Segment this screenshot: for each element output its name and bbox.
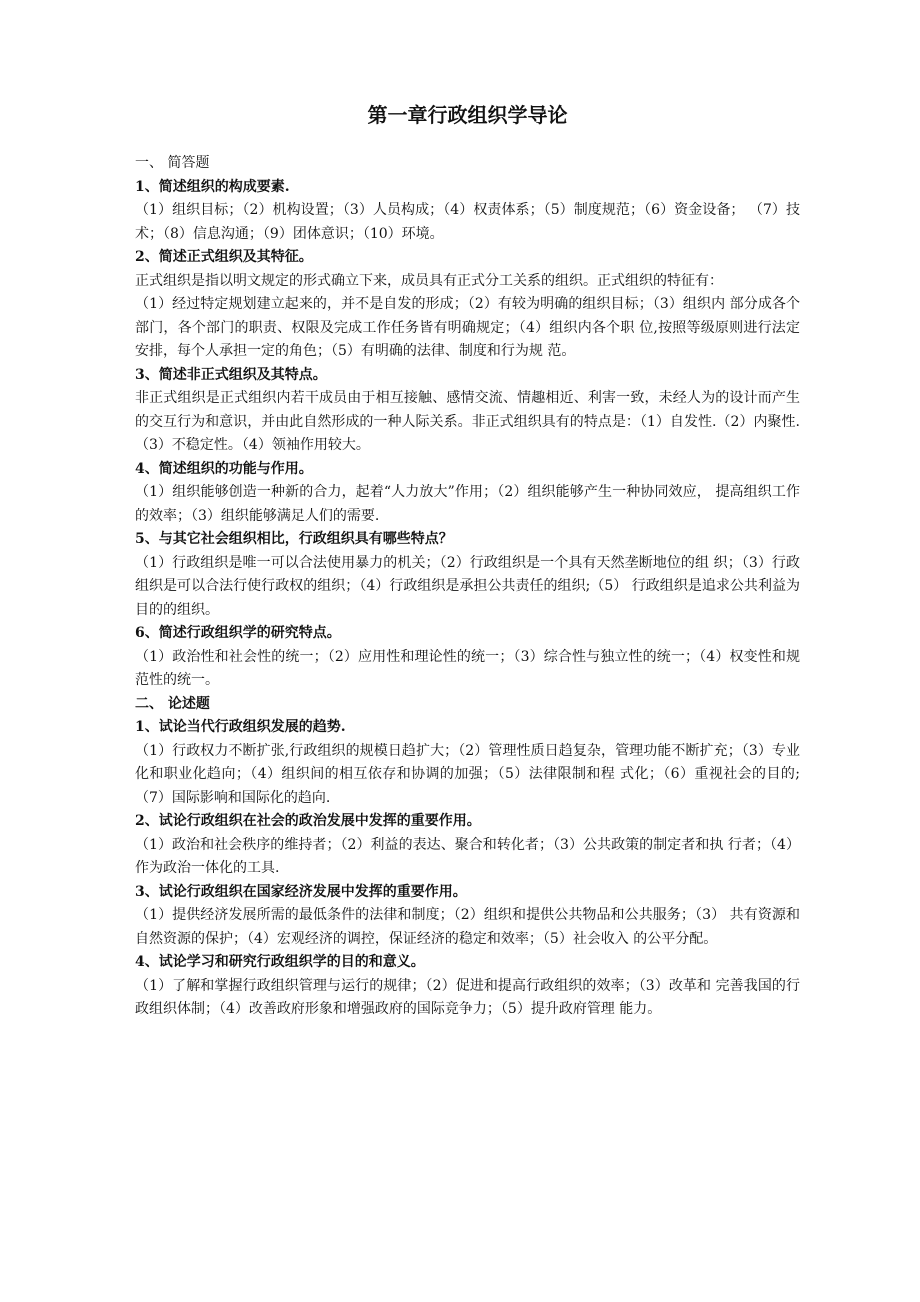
document-page — [135, 100, 800, 1022]
answer-paragraph: （1）组织目标；（2）机构设置；（3）人员构成；（4）权责体系；（5）制度规范；（6）资金设备； （7）技术；（8）信息沟通；（9）团体意识；（10）环境。 — [135, 202, 800, 242]
page-title: 第一章行政组织学导论 — [367, 103, 568, 127]
answer-paragraph: 非正式组织是正式组织内若干成员由于相互接触、感情交流、情趣相近、利害一致，未经人为的设计而产生的交互行为和意识，并由此自然形成的一种人际关系。非正式组织具有的特点是：（1）自发性.（2）内聚性.（3）不稳定性。（4）领袖作用较大。 — [135, 390, 800, 453]
section-heading-essay: 二、 论述题 — [135, 695, 210, 712]
answer-paragraph: （1）政治和社会秩序的维持者；（2）利益的表达、聚合和转化者；（3）公共政策的制定者和执 行者；（4）作为政治一体化的工具. — [135, 836, 800, 876]
question-heading: 1、简述组织的构成要素. — [135, 178, 290, 195]
question-heading: 3、简述非正式组织及其特点。 — [135, 366, 327, 383]
question-heading: 3、试论行政组织在国家经济发展中发挥的重要作用。 — [135, 883, 467, 900]
answer-paragraph: （1）提供经济发展所需的最低条件的法律和制度；（2）组织和提供公共物品和公共服务；（3） 共有资源和自然资源的保护；（4）宏观经济的调控，保证经济的稳定和效率；（5）社会收入 的公平分配。 — [135, 907, 800, 947]
answer-paragraph: （1）行政组织是唯一可以合法使用暴力的机关；（2）行政组织是一个具有天然垄断地位的组 织；（3）行政组织是可以合法行使行政权的组织；（4）行政组织是承担公共责任的组织;（5） 行政组织是追求公共利益为目的的组织。 — [135, 554, 800, 618]
answer-paragraph: （1）组织能够创造一种新的合力，起着“人力放大”作用；（2）组织能够产生一种协同效应， 提高组织工作的效率；（3）组织能够满足人们的需要. — [135, 484, 800, 524]
question-heading: 2、简述正式组织及其特征。 — [135, 249, 313, 265]
question-heading: 6、简述行政组织学的研究特点。 — [135, 625, 341, 641]
question-heading: 4、试论学习和研究行政组织学的目的和意义。 — [135, 954, 425, 970]
answer-paragraph: 正式组织是指以明文规定的形式确立下来，成员具有正式分工关系的组织。正式组织的特征有： — [135, 272, 723, 289]
answer-paragraph: （1）政治性和社会性的统一；（2）应用性和理论性的统一；（3）综合性与独立性的统一；（4）权变性和规范性的统一。 — [135, 648, 800, 688]
question-heading: 1、试论当代行政组织发展的趋势. — [135, 719, 346, 735]
section-heading-short-answer: 一、 简答题 — [135, 155, 210, 171]
question-heading: 5、与其它社会组织相比，行政组织具有哪些特点？ — [135, 531, 453, 547]
answer-paragraph: （1）行政权力不断扩张,行政组织的规模日趋扩大；（2）管理性质日趋复杂，管理功能不断扩充；（3）专业化和职业化趋向；（4）组织间的相互依存和协调的加强；（5）法律限制和程 式化；（6）重视社会的目的;（7）国际影响和国际化的趋向. — [135, 742, 800, 806]
question-heading: 4、简述组织的功能与作用。 — [135, 460, 313, 477]
answer-paragraph: （1）了解和掌握行政组织管理与运行的规律；（2）促进和提高行政组织的效率；（3）改革和 完善我国的行政组织体制；（4）改善政府形象和增强政府的国际竞争力；（5）提升政府管理 能力。 — [135, 977, 800, 1017]
question-heading: 2、试论行政组织在社会的政治发展中发挥的重要作用。 — [135, 813, 481, 829]
answer-paragraph: （1）经过特定规划建立起来的，并不是自发的形成；（2）有较为明确的组织目标；（3）组织内 部分成各个部门，各个部门的职责、权限及完成工作任务皆有明确规定；（4）组织内各个职 位,按照等级原则进行法定安排，每个人承担一定的角色；（5）有明确的法律、制度和行为规 范。 — [135, 296, 800, 359]
